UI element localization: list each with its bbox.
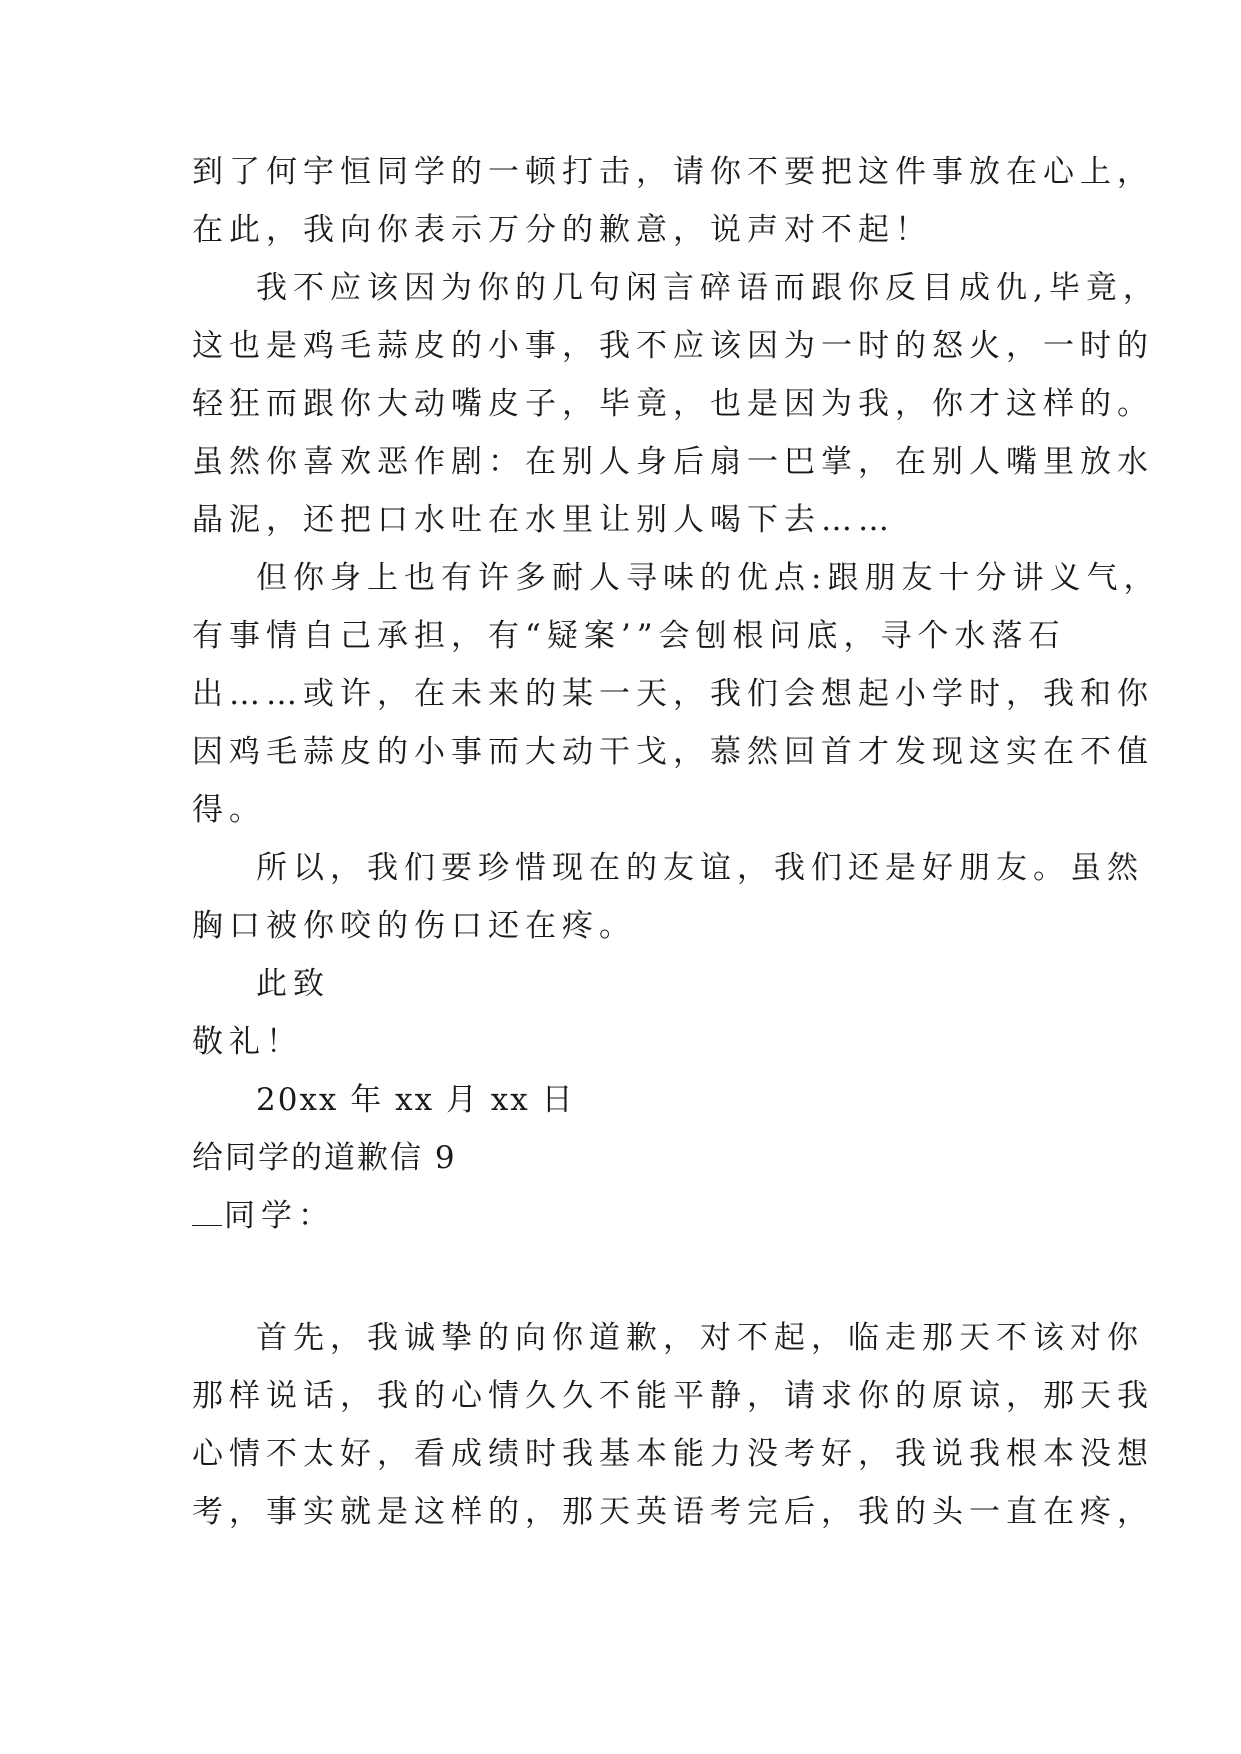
paragraph-start: 所以，我们要珍惜现在的友谊，我们还是好朋友。虽然: [256, 850, 1144, 886]
text-line: 因鸡毛蒜皮的小事而大动干戈，慕然回首才发现这实在不值: [192, 734, 1154, 770]
paragraph-start: 但你身上也有许多耐人寻味的优点:跟朋友十分讲义气，: [256, 560, 1161, 596]
text-line: 到了何宇恒同学的一顿打击，请你不要把这件事放在心上，: [192, 154, 1154, 190]
text-line: 心情不太好，看成绩时我基本能力没考好，我说我根本没想: [192, 1436, 1154, 1472]
name-blank: [192, 1199, 222, 1226]
closing-salutation: 此致: [256, 966, 330, 1002]
text-line: 胸口被你咬的伤口还在疼。: [192, 908, 636, 944]
text-line: 得。: [192, 792, 266, 828]
text-line: 虽然你喜欢恶作剧：在别人身后扇一巴掌，在别人嘴里放水: [192, 444, 1154, 480]
paragraph-start: 我不应该因为你的几句闲言碎语而跟你反目成仇,毕竟，: [256, 270, 1160, 306]
text-line: 这也是鸡毛蒜皮的小事，我不应该因为一时的怒火，一时的: [192, 328, 1154, 364]
closing-regards: 敬礼！: [192, 1024, 303, 1060]
paragraph-start: 首先，我诚挚的向你道歉，对不起，临走那天不该对你: [256, 1320, 1144, 1356]
greeting-text: 同学：: [224, 1198, 335, 1234]
text-line: 在此，我向你表示万分的歉意，说声对不起！: [192, 212, 932, 248]
text-line: 轻狂而跟你大动嘴皮子，毕竟，也是因为我，你才这样的。: [192, 386, 1154, 422]
letter-greeting: [192, 1196, 335, 1236]
text-line: 晶泥，还把口水吐在水里让别人喝下去……: [192, 502, 895, 538]
text-line: 那样说话，我的心情久久不能平静，请求你的原谅，那天我: [192, 1378, 1154, 1414]
text-line: 出……或许，在未来的某一天，我们会想起小学时，我和你: [192, 676, 1154, 712]
letter-date: 20xx 年 xx 月 xx 日: [256, 1082, 575, 1118]
letter-title: 给同学的道歉信 9: [192, 1140, 457, 1176]
text-line: 考，事实就是这样的，那天英语考完后，我的头一直在疼，: [192, 1494, 1154, 1530]
text-line: 有事情自己承担，有“疑案’”会刨根问底，寻个水落石: [192, 618, 1066, 654]
